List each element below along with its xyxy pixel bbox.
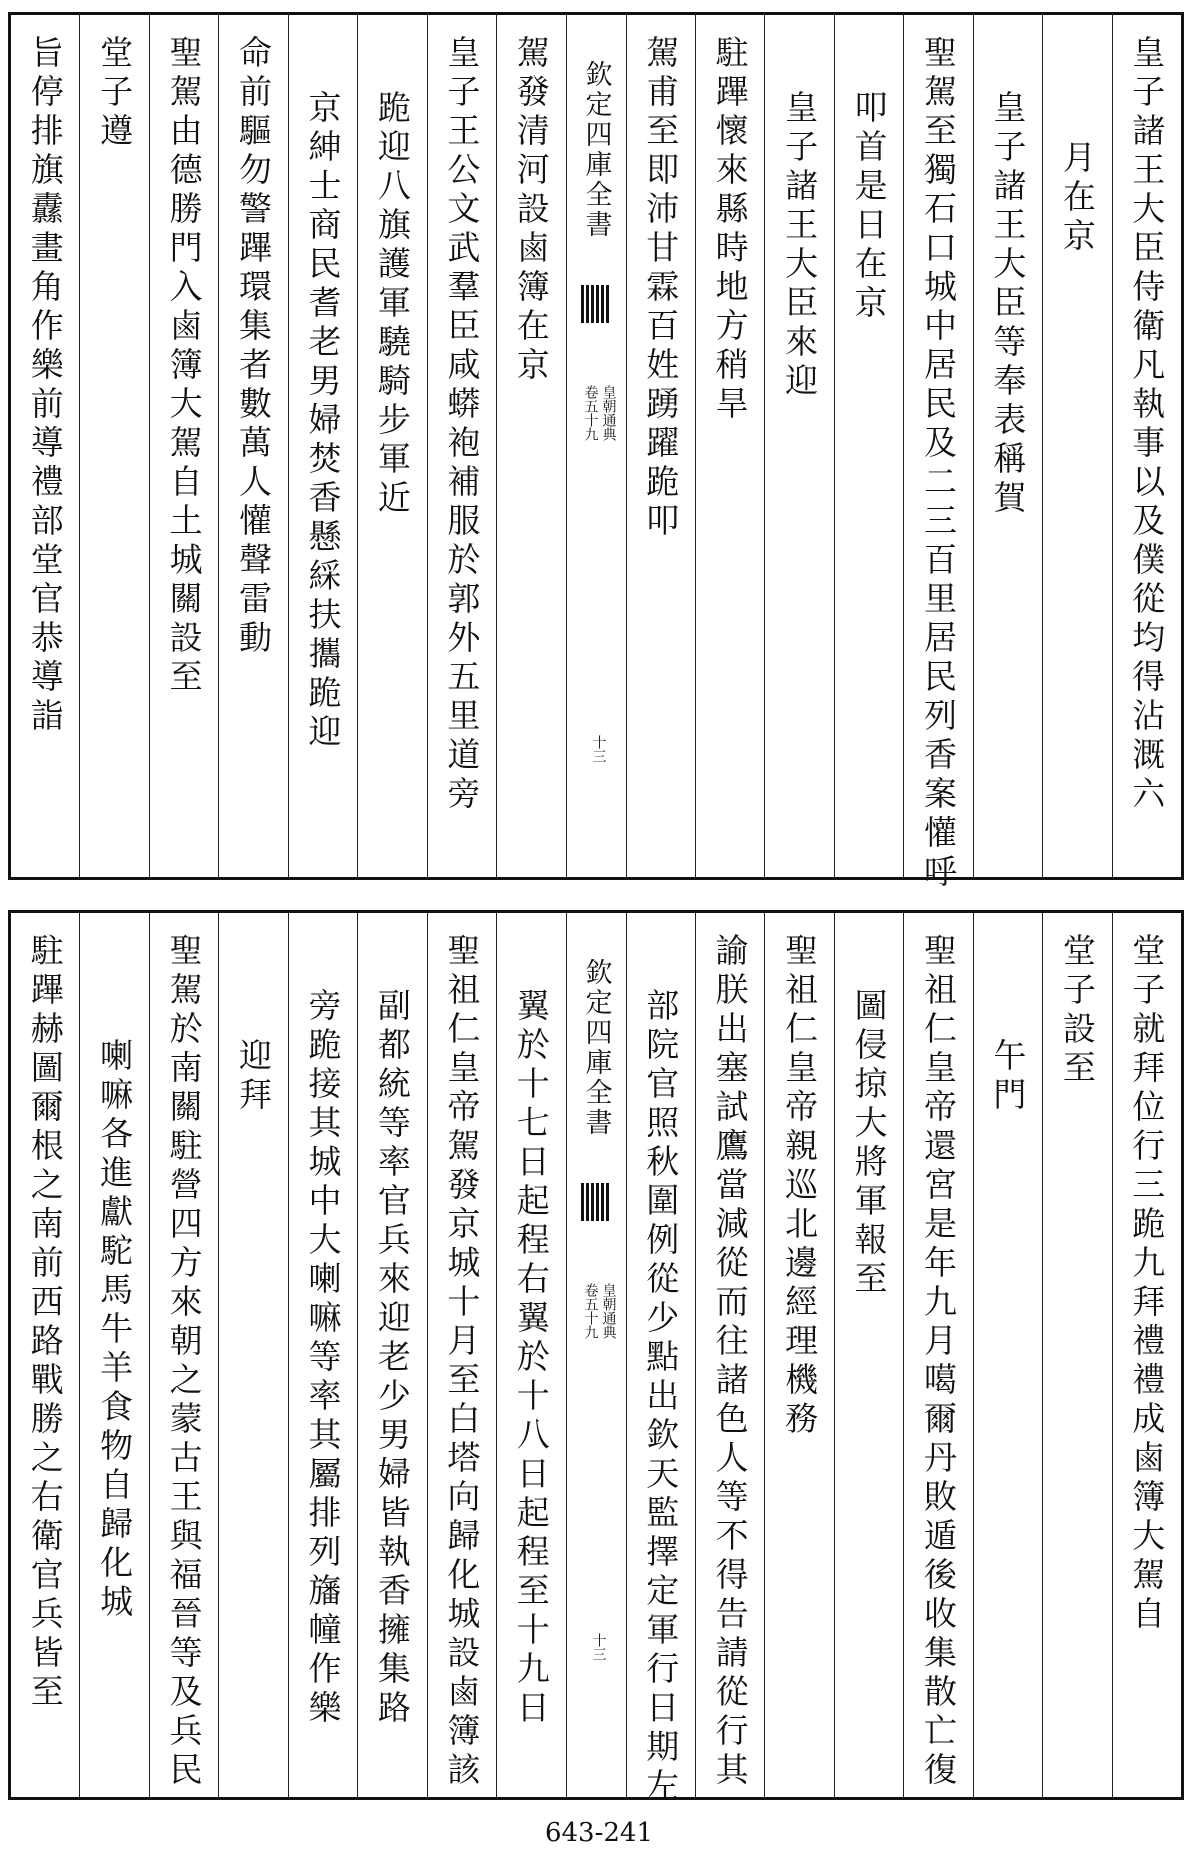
text-column (626, 15, 695, 877)
text-column (11, 913, 79, 1797)
text-column (357, 15, 426, 877)
column-text: 聖祖仁皇帝親巡北邊經理機務 (780, 933, 820, 1440)
text-column (149, 15, 218, 877)
column-text: 皇子王公文武羣臣咸蟒袍補服於郭外五里道旁 (442, 35, 482, 815)
volume-label: 卷五十九 (582, 385, 599, 441)
page-center-strip (566, 15, 626, 877)
top-page-panel (8, 12, 1184, 893)
column-text: 旁跪接其城中大喇嘛等率其屬排列旛幢作樂 (303, 988, 343, 1729)
source-title: 皇朝通典 (600, 1283, 617, 1339)
text-column (218, 15, 287, 877)
text-column (1112, 913, 1181, 1797)
text-column (834, 15, 903, 877)
text-column (1112, 15, 1181, 877)
column-text: 諭朕出塞試鷹當減從而往諸色人等不得告請從行其 (710, 933, 750, 1791)
column-text: 圖侵掠大將軍報至 (849, 988, 889, 1300)
column-text: 迎拜 (234, 1038, 274, 1116)
column-text: 翼於十七日起程右翼於十八日起程至十九日 (511, 988, 551, 1729)
text-column (79, 15, 148, 877)
text-column (903, 913, 972, 1797)
column-text: 跪迎八旗護軍驍騎步軍近 (372, 90, 412, 519)
text-column (427, 913, 496, 1797)
column-text: 堂子遵 (95, 35, 135, 152)
text-column (11, 15, 79, 877)
text-column (496, 913, 565, 1797)
column-text: 堂子設至 (1057, 933, 1097, 1089)
book-title: 欽定四庫全書 (580, 60, 612, 240)
text-column (427, 15, 496, 877)
column-text: 駐蹕赫圖爾根之南前西路戰勝之右衛官兵皆至 (25, 933, 65, 1713)
text-column (695, 913, 764, 1797)
text-column (903, 15, 972, 893)
fishtail-ornament (581, 285, 611, 323)
column-text: 旨停排旗纛畫角作樂前導禮部堂官恭導詣 (25, 35, 65, 737)
text-column (973, 15, 1042, 877)
text-column (764, 913, 833, 1797)
column-text: 聖駕由德勝門入鹵簿大駕自土城關設至 (164, 35, 204, 698)
text-column (357, 913, 426, 1797)
column-text: 聖祖仁皇帝還宮是年九月噶爾丹敗遁後收集散亡復 (918, 933, 958, 1791)
column-text: 聖祖仁皇帝駕發京城十月至白塔向歸化城設鹵簿該 (442, 933, 482, 1791)
page-number: 十三 (590, 735, 607, 763)
source-title: 皇朝通典 (600, 385, 617, 441)
text-column (288, 913, 357, 1797)
column-text: 部院官照秋圍例從少點出欽天監擇定軍行日期左 (641, 988, 681, 1807)
volume-label: 卷五十九 (582, 1283, 599, 1339)
column-text: 皇子諸王大臣侍衛凡執事以及僕從均得沾溉六 (1127, 35, 1167, 815)
column-text: 駕甫至即沛甘霖百姓踴躍跪叩 (641, 35, 681, 542)
column-text: 駕發清河設鹵簿在京 (511, 35, 551, 386)
page-center-strip (566, 913, 626, 1797)
column-text: 皇子諸王大臣來迎 (780, 90, 820, 402)
fishtail-ornament (581, 1183, 611, 1221)
column-text: 副都統等率官兵來迎老少男婦皆執香擁集路 (372, 988, 412, 1729)
text-column (1042, 15, 1111, 877)
column-text: 皇子諸王大臣等奉表稱賀 (988, 90, 1028, 519)
column-text: 聖駕至獨石口城中居民及二三百里居民列香案懽呼 (918, 35, 958, 893)
column-text: 京紳士商民耆老男婦焚香懸綵扶攜跪迎 (303, 90, 343, 753)
page-footer-number: 643-241 (544, 1818, 654, 1848)
column-text: 午門 (988, 1038, 1028, 1116)
text-column (149, 913, 218, 1797)
column-text: 駐蹕懷來縣時地方稍旱 (710, 35, 750, 425)
page-number: 十三 (590, 1633, 607, 1661)
text-column (626, 913, 695, 1807)
column-text: 堂子就拜位行三跪九拜禮禮成鹵簿大駕自 (1127, 933, 1167, 1635)
column-text: 命前驅勿警蹕環集者數萬人懽聲雷動 (234, 35, 274, 659)
text-column (496, 15, 565, 877)
column-text: 聖駕於南關駐營四方來朝之蒙古王與福晉等及兵民 (164, 933, 204, 1791)
text-column (764, 15, 833, 877)
bottom-text-columns (11, 913, 1181, 1807)
top-text-columns (11, 15, 1181, 893)
column-text: 叩首是日在京 (849, 90, 889, 324)
text-column (288, 15, 357, 877)
text-column (834, 913, 903, 1797)
text-column (1042, 913, 1111, 1797)
text-column (973, 913, 1042, 1797)
column-text: 喇嘛各進獻駝馬牛羊食物自歸化城 (95, 1038, 135, 1623)
column-text: 月在京 (1057, 140, 1097, 257)
text-column (218, 913, 287, 1797)
book-title: 欽定四庫全書 (580, 958, 612, 1138)
text-column (695, 15, 764, 877)
text-column (79, 913, 148, 1797)
bottom-page-panel (8, 910, 1184, 1807)
